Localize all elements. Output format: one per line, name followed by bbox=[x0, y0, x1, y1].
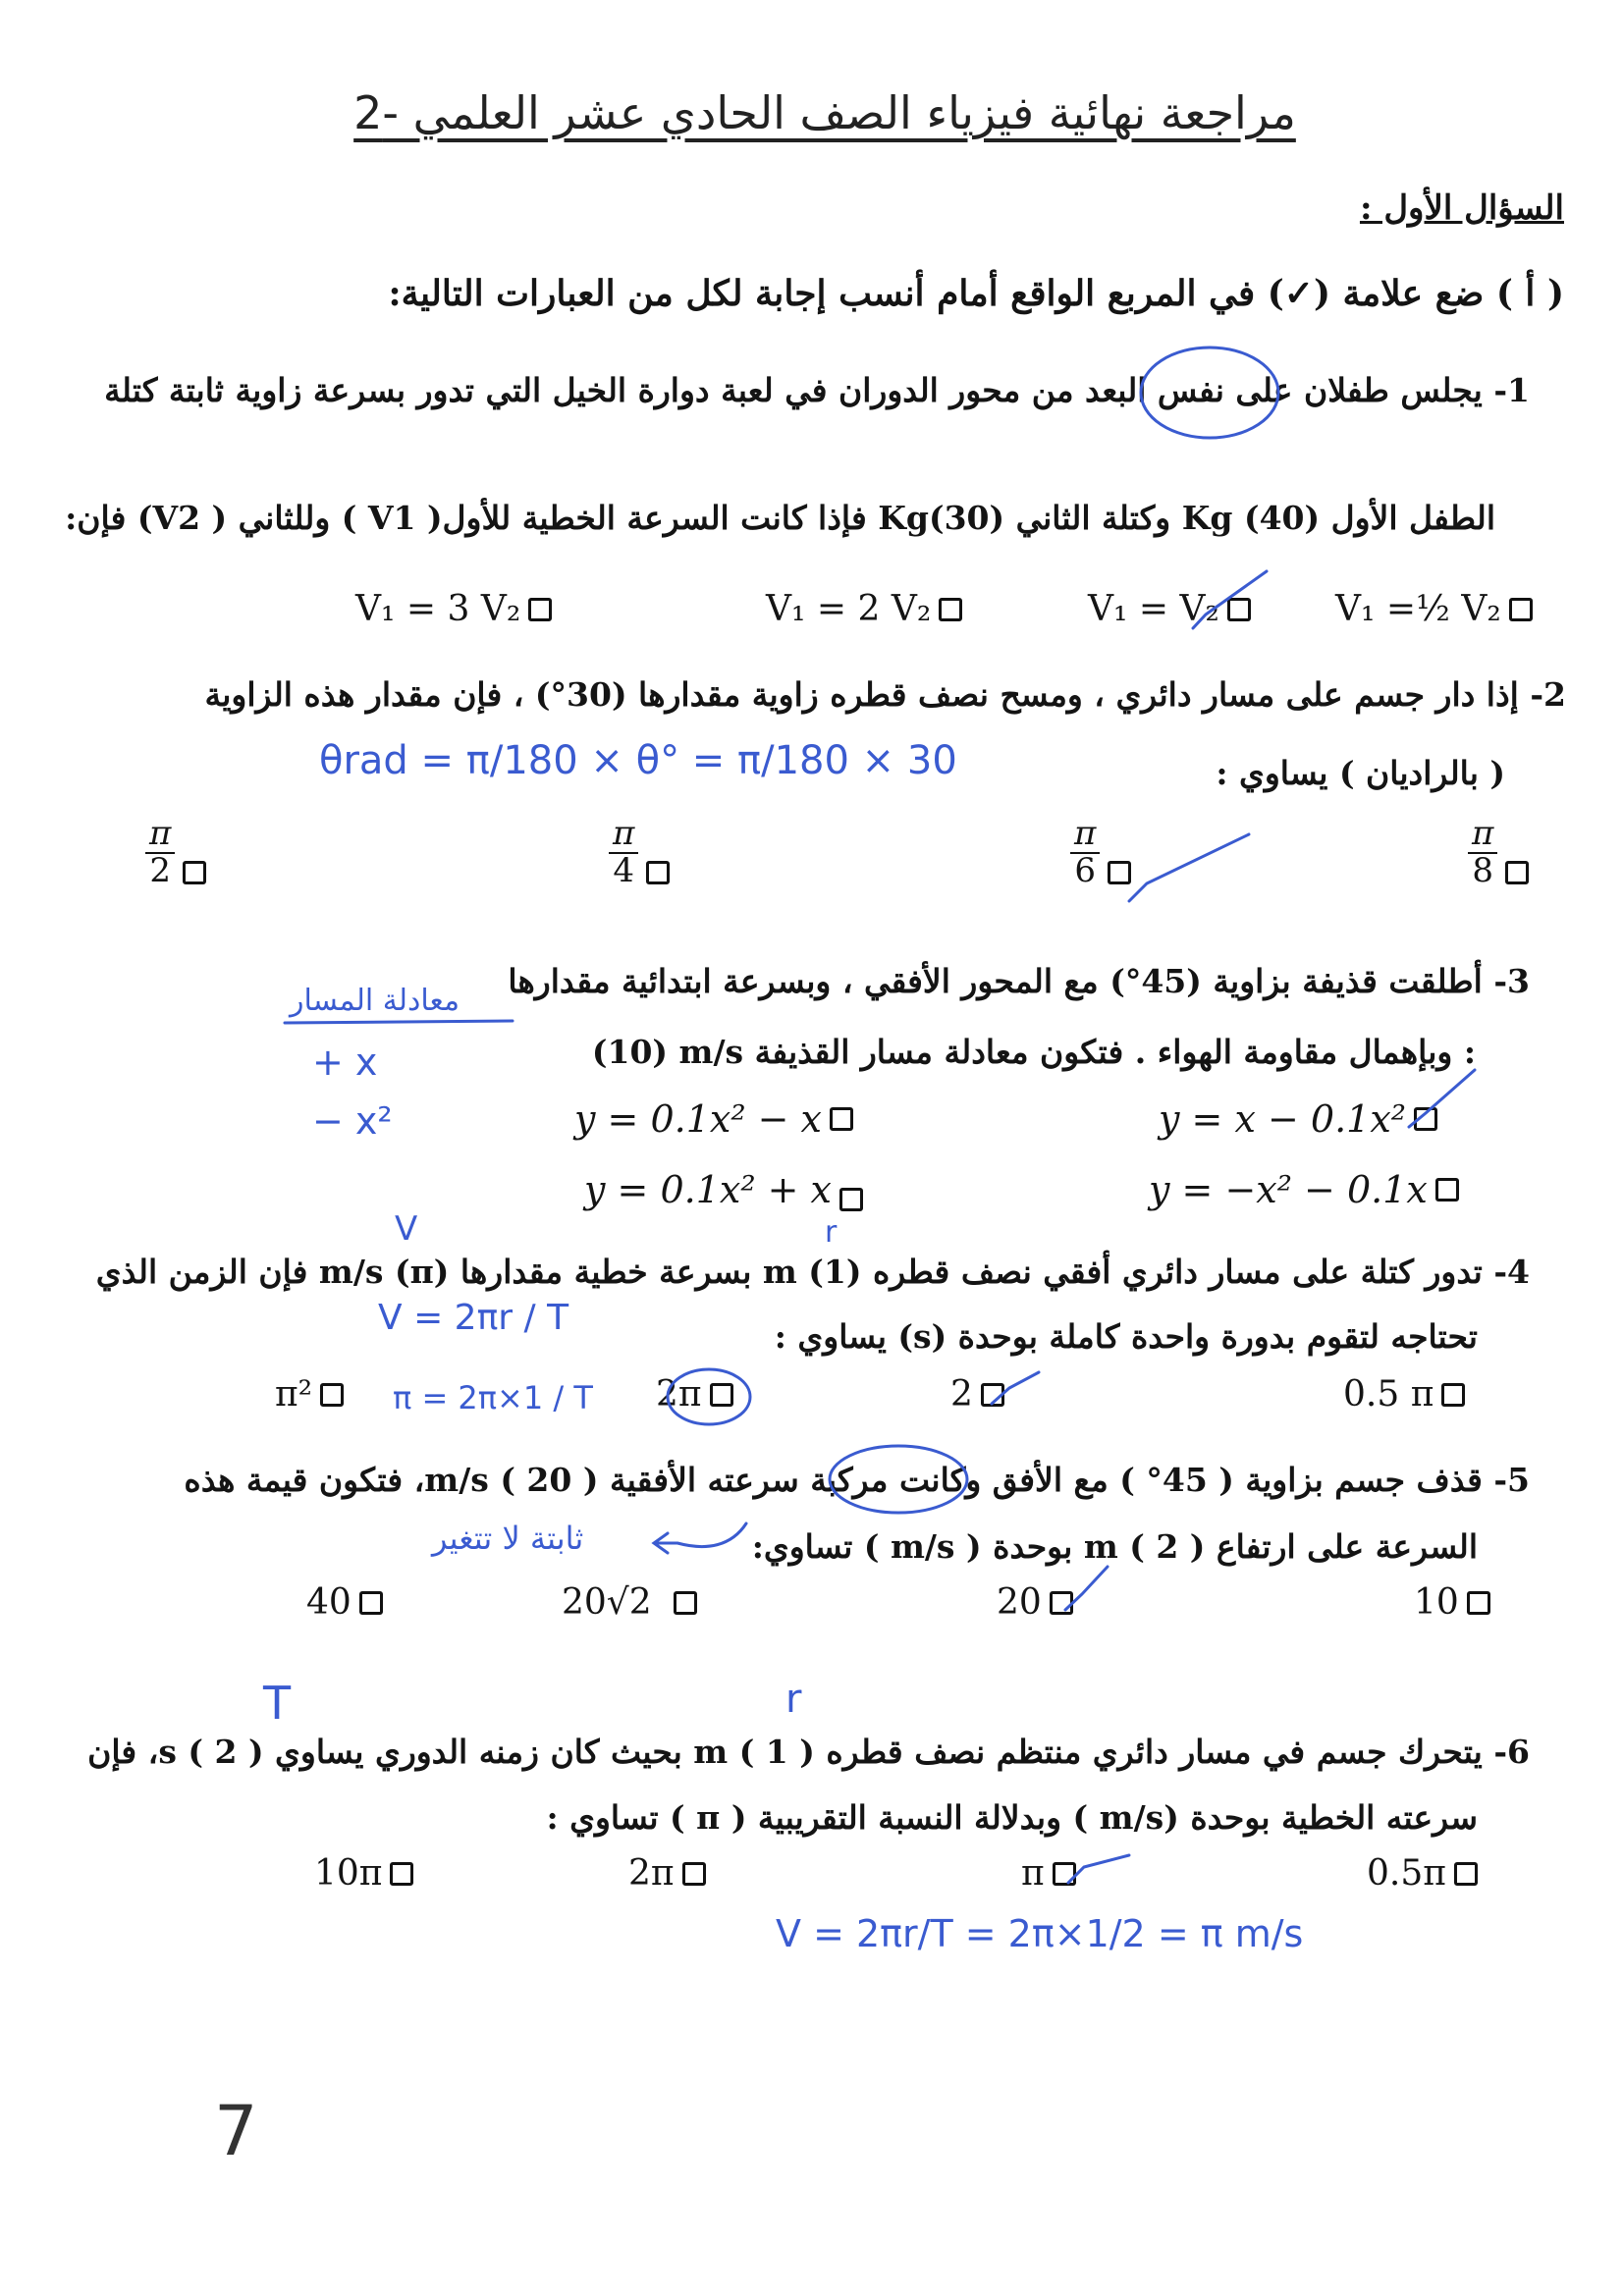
q2-option-2[interactable]: $\frac{\pi}{4}$ bbox=[609, 817, 670, 888]
q4-option-2[interactable]: 2π bbox=[656, 1374, 733, 1415]
q3-handwritten-note: معادلة المسار bbox=[290, 984, 460, 1018]
q6-line1: 6- يتحرك جسم في مسار دائري منتظم نصف قطره m ( 1 ) بحيث كان زمنه الدوري يساوي s ( 2 )، فإن bbox=[87, 1733, 1530, 1771]
q2-line2: ( بالراديان ) يساوي : bbox=[1216, 754, 1505, 792]
q3-option-1[interactable]: y = 0.1x² − x bbox=[574, 1097, 853, 1141]
q3-line2: (10) m/s وبإهمال مقاومة الهواء . فتكون معادلة مسار القذيفة : bbox=[591, 1033, 1476, 1071]
checkmark-q6 bbox=[1068, 1855, 1129, 1883]
q5-option-3[interactable]: 20 bbox=[997, 1582, 1073, 1623]
q4-handwritten-v: V bbox=[395, 1209, 418, 1249]
q6-option-2[interactable]: 2π bbox=[628, 1853, 706, 1894]
checkbox[interactable] bbox=[939, 598, 962, 621]
q5-line2: السرعة على ارتفاع m ( 2 ) بوحدة ( m/s ) تساوي: bbox=[751, 1527, 1478, 1566]
q6-option-1[interactable]: 10π bbox=[314, 1853, 413, 1894]
q5-handwritten-note: ثابتة لا تتغير bbox=[432, 1520, 584, 1557]
checkbox[interactable] bbox=[359, 1591, 383, 1615]
q1-line1: 1- يجلس طفلان على نفس البعد من محور الدوران في لعبة دوارة الخيل التي تدور بسرعة زاوية ثابتة كتلة bbox=[104, 371, 1530, 409]
q5-option-4[interactable]: 10 bbox=[1414, 1582, 1490, 1623]
checkbox[interactable] bbox=[830, 1107, 853, 1131]
checkbox[interactable] bbox=[1227, 598, 1251, 621]
checkbox[interactable] bbox=[710, 1383, 733, 1407]
q4-handwritten-sub: π = 2π×1 / T bbox=[393, 1379, 593, 1416]
checkbox[interactable] bbox=[1509, 598, 1533, 621]
checkbox[interactable] bbox=[1441, 1383, 1465, 1407]
q4-handwritten-formula: V = 2πr / T bbox=[378, 1298, 569, 1338]
q6-line2: سرعته الخطية بوحدة (m/s ) وبدلالة النسبة التقريبية ( π ) تساوي : bbox=[546, 1798, 1478, 1837]
q3-handwritten-minus: − x² bbox=[312, 1099, 393, 1143]
q4-option-1[interactable]: π² bbox=[275, 1374, 344, 1415]
checkbox[interactable] bbox=[390, 1862, 413, 1886]
q2-handwritten-calc: θrad = π/180 × θ° = π/180 × 30 bbox=[319, 738, 957, 783]
q3-option-4[interactable]: y = −x² − 0.1x bbox=[1149, 1168, 1459, 1211]
q2-line1: 2- إذا دار جسم على مسار دائري ، ومسح نصف قطره زاوية مقدارها (30°) ، فإن مقدار هذه الزاوية bbox=[204, 675, 1566, 714]
q1-option-2[interactable]: V₁ = 2 V₂ bbox=[766, 589, 962, 629]
checkbox[interactable] bbox=[1467, 1591, 1490, 1615]
q6-option-4[interactable]: 0.5π bbox=[1367, 1853, 1478, 1894]
q5-line1: 5- قذف جسم بزاوية ( 45° ) مع الأفق وكانت مركبة سرعته الأفقية m/s ( 20 )، فتكون قيمة هذه bbox=[184, 1461, 1530, 1499]
checkbox[interactable] bbox=[320, 1383, 344, 1407]
checkbox[interactable] bbox=[839, 1188, 863, 1211]
q4-line1: 4- تدور كتلة على مسار دائري أفقي نصف قطره m (1) بسرعة خطية مقدارها m/s (π) فإن الزمن الذي bbox=[95, 1253, 1530, 1291]
q6-option-3[interactable]: π bbox=[1021, 1853, 1076, 1894]
q6-handwritten-t: T bbox=[263, 1677, 292, 1730]
checkbox[interactable] bbox=[1050, 1591, 1073, 1615]
checkbox[interactable] bbox=[981, 1383, 1004, 1407]
question-heading: السؤال الأول : bbox=[1359, 188, 1564, 228]
underline-q3-note bbox=[285, 1021, 513, 1023]
checkbox[interactable] bbox=[674, 1591, 697, 1615]
checkbox[interactable] bbox=[1435, 1178, 1459, 1201]
checkbox[interactable] bbox=[528, 598, 552, 621]
checkbox[interactable] bbox=[1505, 861, 1529, 884]
q2-option-1[interactable]: $\frac{\pi}{2}$ bbox=[145, 817, 206, 888]
q5-option-1[interactable]: 40 bbox=[306, 1582, 383, 1623]
page-number: 7 bbox=[214, 2091, 258, 2171]
q4-handwritten-r: r bbox=[825, 1215, 838, 1250]
q3-handwritten-plus: + x bbox=[312, 1041, 378, 1084]
q2-option-4[interactable]: $\frac{\pi}{8}$ bbox=[1468, 817, 1529, 888]
q1-line2: الطفل الأول Kg (40) وكتلة الثاني Kg(30) فإذا كانت السرعة الخطية للأول( V1 ) وللثاني ( V2) فإن: bbox=[65, 499, 1495, 537]
q3-option-3[interactable]: y = 0.1x² + x bbox=[584, 1168, 863, 1211]
q4-line2: تحتاجه لتقوم بدورة واحدة كاملة بوحدة (s) يساوي : bbox=[774, 1317, 1478, 1356]
q2-option-3[interactable]: $\frac{\pi}{6}$ bbox=[1070, 817, 1131, 888]
q4-option-3[interactable]: 2 bbox=[950, 1374, 1004, 1415]
checkbox[interactable] bbox=[1414, 1107, 1437, 1131]
q6-handwritten-calc: V = 2πr/T = 2π×1/2 = π m/s bbox=[776, 1912, 1304, 1955]
instruction: ( أ ) ضع علامة (✓) في المربع الواقع أمام أنسب إجابة لكل من العبارات التالية: bbox=[388, 273, 1564, 314]
checkbox[interactable] bbox=[1454, 1862, 1478, 1886]
q1-option-4[interactable]: V₁ =½ V₂ bbox=[1335, 589, 1533, 629]
checkbox[interactable] bbox=[1053, 1862, 1076, 1886]
q5-option-2[interactable]: 20√2 bbox=[562, 1582, 697, 1623]
checkbox[interactable] bbox=[682, 1862, 706, 1886]
checkbox[interactable] bbox=[183, 861, 206, 884]
q1-option-3[interactable]: V₁ = V₂ bbox=[1088, 589, 1251, 629]
q3-line1: 3- أطلقت قذيفة بزاوية (45°) مع المحور الأفقي ، وبسرعة ابتدائية مقدارها bbox=[508, 962, 1530, 1000]
q1-option-1[interactable]: V₁ = 3 V₂ bbox=[355, 589, 552, 629]
q3-option-2[interactable]: y = x − 0.1x² bbox=[1159, 1097, 1437, 1141]
checkbox[interactable] bbox=[646, 861, 670, 884]
checkbox[interactable] bbox=[1108, 861, 1131, 884]
q4-option-4[interactable]: 0.5 π bbox=[1343, 1374, 1465, 1415]
q6-handwritten-r: r bbox=[785, 1677, 802, 1722]
arrow-to-note bbox=[654, 1523, 746, 1553]
page-title: مراجعة نهائية فيزياء الصف الحادي عشر العلمي -2 bbox=[353, 86, 1296, 139]
checkmark-q2 bbox=[1129, 834, 1249, 901]
